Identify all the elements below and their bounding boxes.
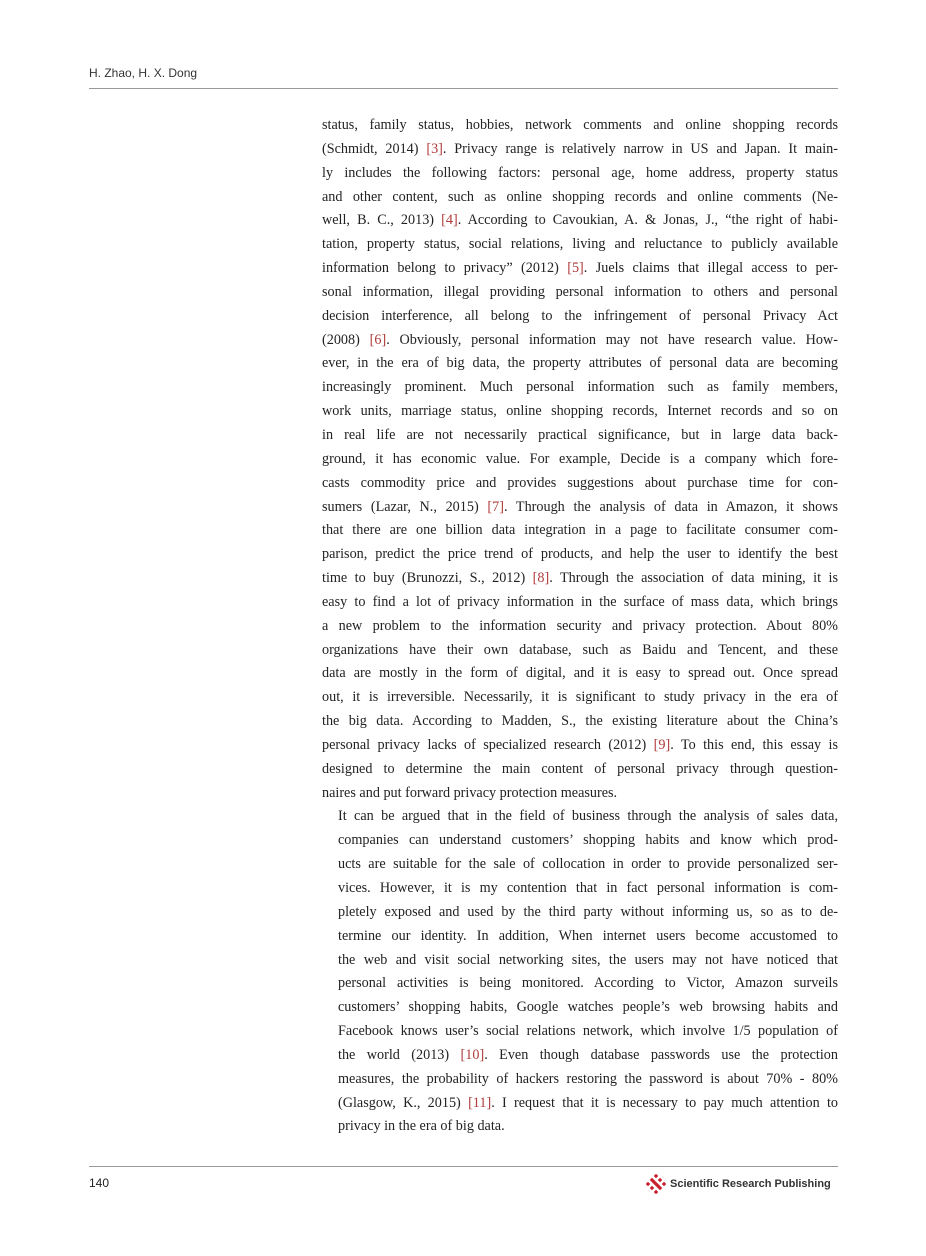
text-line: a new problem to the information security and privacy protection. About 80% <box>322 617 838 634</box>
citation-link[interactable]: [3] <box>426 140 443 157</box>
logo-dot <box>646 1182 650 1187</box>
text-line: organizations have their own database, such as Baidu and Tencent, and these <box>322 641 838 658</box>
footer-rule <box>89 1166 838 1167</box>
citation-link[interactable]: [7] <box>487 498 504 515</box>
text-line: personal privacy lacks of specialized research (2012) [9]. To this end, this essay is <box>322 736 839 753</box>
text-line: ever, in the era of big data, the property attributes of personal data are becoming <box>322 355 838 372</box>
logo-dot <box>658 1178 663 1183</box>
text-line: decision interference, all belong to the infringement of personal Privacy Act <box>322 307 838 324</box>
text-line: that there are one billion data integration in a page to facilitate consumer com- <box>322 522 838 539</box>
text-line: ly includes the following factors: personal age, home address, property status <box>322 164 838 181</box>
text-line: out, it is irreversible. Necessarily, it is significant to study privacy in the era of <box>322 689 838 706</box>
text-line: Facebook knows user’s social relations network, which involve 1/5 population of <box>338 1023 838 1040</box>
text-line: termine our identity. In addition, When internet users become accustomed to <box>338 927 838 944</box>
text-line: work units, marriage status, online shopping records, Internet records and so on <box>322 403 838 420</box>
citation-link[interactable]: [11] <box>468 1094 492 1111</box>
text-line: It can be argued that in the field of business through the analysis of sales data, <box>338 808 838 825</box>
article-body <box>322 114 838 1139</box>
text-line: customers’ shopping habits, Google watches people’s web browsing habits and <box>338 999 838 1016</box>
text-line: (Schmidt, 2014) [3]. Privacy range is relatively narrow in US and Japan. It main- <box>322 140 838 157</box>
logo-dot <box>662 1182 666 1187</box>
paragraph <box>322 805 838 1139</box>
text-line: (2008) [6]. Obviously, personal information may not have research value. How- <box>322 331 838 348</box>
page-number: 140 <box>89 1176 110 1190</box>
citation-link[interactable]: [5] <box>567 260 584 277</box>
citation-link[interactable]: [10] <box>460 1046 485 1063</box>
header-rule <box>89 88 838 89</box>
publisher-footer[interactable] <box>646 1174 831 1194</box>
text-line: personal activities is being monitored. According to Victor, Amazon surveils <box>338 975 838 992</box>
text-line: naires and put forward privacy protection measures. <box>322 784 618 801</box>
text-line: well, B. C., 2013) [4]. According to Cavoukian, A. & Jonas, J., “the right of habi- <box>322 212 838 229</box>
citation-link[interactable]: [6] <box>369 331 387 348</box>
citation-link[interactable]: [8] <box>532 570 550 587</box>
text-line: measures, the probability of hackers restoring the password is about 70% - 80% <box>338 1070 838 1087</box>
citation-link[interactable]: [4] <box>441 212 458 229</box>
text-line: increasingly prominent. Much personal information such as family members, <box>322 379 838 396</box>
text-line: vices. However, it is my contention that in fact personal information is com- <box>338 880 838 896</box>
text-line: easy to find a lot of privacy information in the surface of mass data, which brings <box>322 593 838 610</box>
text-line: information belong to privacy” (2012) [5]. Juels claims that illegal access to per- <box>322 260 838 277</box>
text-line: privacy in the era of big data. <box>338 1118 505 1135</box>
publisher-name: Scientific Research Publishing <box>670 1178 831 1190</box>
running-header-authors: H. Zhao, H. X. Dong <box>89 66 198 80</box>
paragraph <box>322 114 838 805</box>
text-line: status, family status, hobbies, network comments and online shopping records <box>322 117 838 133</box>
text-line: companies can understand customers’ shopping habits and know which prod- <box>338 832 838 849</box>
text-line: in real life are not necessarily practical significance, but in large data back- <box>322 426 838 443</box>
text-line: (Glasgow, K., 2015) [11]. I request that it is necessary to pay much attention to <box>338 1094 838 1111</box>
logo-dot <box>654 1174 659 1178</box>
text-line: parison, predict the price trend of products, and help the user to identify the best <box>322 546 838 563</box>
text-line: data are mostly in the form of digital, and it is easy to spread out. Once spread <box>322 665 838 682</box>
citation-link[interactable]: [9] <box>653 736 671 753</box>
text-line: tation, property status, social relations, living and reluctance to publicly available <box>322 236 838 253</box>
text-line: sumers (Lazar, N., 2015) [7]. Through the analysis of data in Amazon, it shows <box>322 498 839 515</box>
text-line: the world (2013) [10]. Even though database passwords use the protection <box>338 1046 838 1063</box>
text-line: pletely exposed and used by the third party without informing us, so as to de- <box>338 903 838 920</box>
logo-dot <box>654 1190 659 1194</box>
publisher-logo-icon <box>646 1174 666 1194</box>
text-line: time to buy (Brunozzi, S., 2012) [8]. Through the association of data mining, it is <box>322 570 838 587</box>
text-line: ground, it has economic value. For example, Decide is a company which fore- <box>322 450 838 467</box>
logo-dot <box>650 1186 655 1191</box>
text-line: the web and visit social networking sites, the users may not have noticed that <box>338 951 838 968</box>
text-line: ucts are suitable for the sale of collocation in order to provide personalized ser- <box>338 856 838 873</box>
text-line: and other content, such as online shopping records and online comments (Ne- <box>322 188 838 205</box>
text-line: the big data. According to Madden, S., the existing literature about the China’s <box>322 713 838 730</box>
text-line: designed to determine the main content of personal privacy through question- <box>322 760 838 777</box>
text-line: sonal information, illegal providing personal information to others and personal <box>322 283 838 300</box>
text-line: casts commodity price and provides suggestions about purchase time for con- <box>322 474 838 491</box>
